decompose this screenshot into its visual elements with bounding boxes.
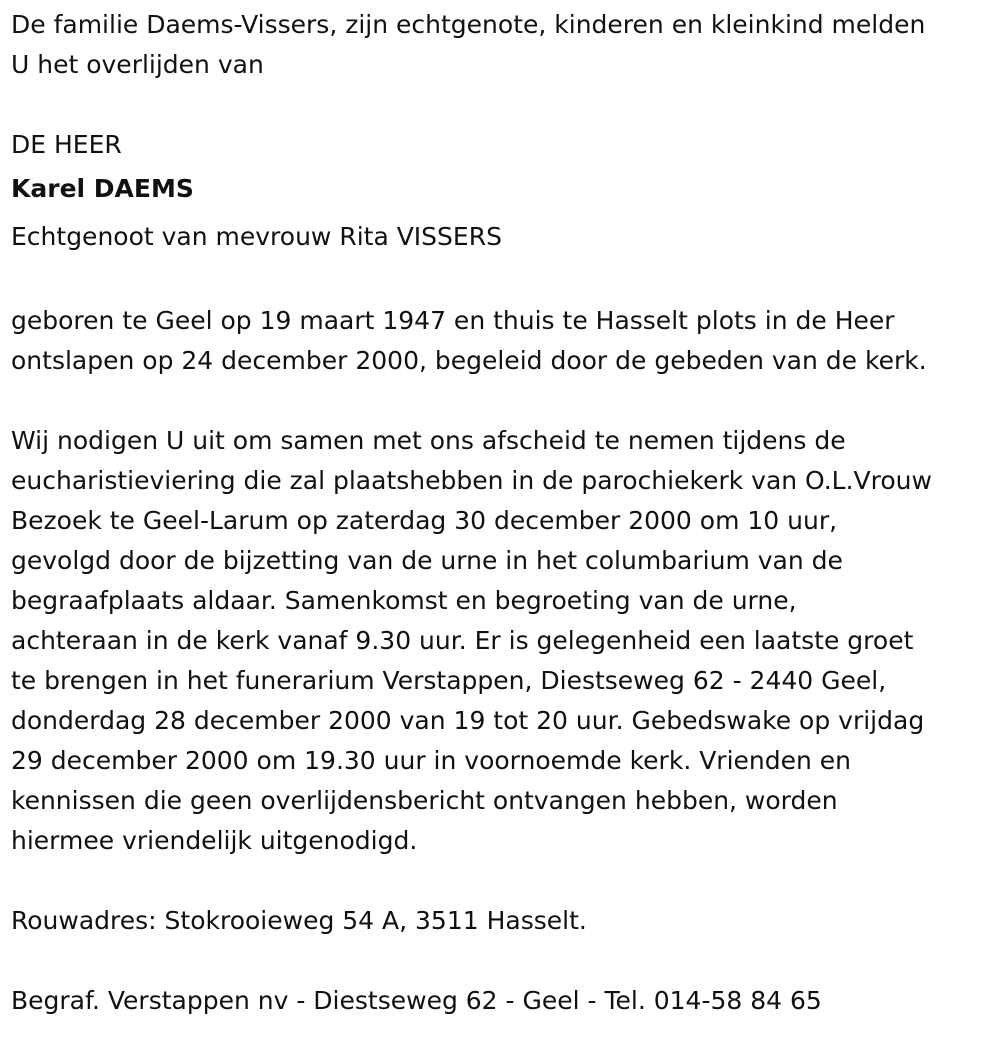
- obituary-notice: [11, 5, 996, 1021]
- invitation-line: te brengen in het funerarium Verstappen, Diestseweg 62 - 2440 Geel,: [11, 666, 887, 695]
- invitation-line: Wij nodigen U uit om samen met ons afscheid te nemen tijdens de: [11, 426, 846, 455]
- invitation-line: gevolgd door de bijzetting van de urne in het columbarium van de: [11, 546, 843, 575]
- deceased-name: Karel DAEMS: [11, 174, 194, 203]
- intro-line: U het overlijden van: [11, 50, 264, 79]
- salutation: DE HEER: [11, 130, 122, 159]
- invitation-line: eucharistieviering die zal plaatshebben in de parochiekerk van O.L.Vrouw: [11, 466, 932, 495]
- spacer: [11, 85, 996, 125]
- intro-paragraph: [11, 5, 996, 85]
- invitation-line: kennissen die geen overlijdensbericht ontvangen hebben, worden: [11, 786, 838, 815]
- birth-death-line: geboren te Geel op 19 maart 1947 en thuis te Hasselt plots in de Heer: [11, 306, 895, 335]
- spacer: [11, 861, 996, 901]
- invitation-line: 29 december 2000 om 19.30 uur in voornoemde kerk. Vrienden en: [11, 746, 852, 775]
- birth-death-paragraph: [11, 301, 996, 381]
- invitation-line: hiermee vriendelijk uitgenodigd.: [11, 826, 418, 855]
- spouse-line: Echtgenoot van mevrouw Rita VISSERS: [11, 222, 502, 251]
- invitation-line: achteraan in de kerk vanaf 9.30 uur. Er is gelegenheid een laatste groet: [11, 626, 914, 655]
- spacer: [11, 381, 996, 421]
- mourning-address: Rouwadres: Stokrooieweg 54 A, 3511 Hasselt.: [11, 906, 587, 935]
- birth-death-line: ontslapen op 24 december 2000, begeleid door de gebeden van de kerk.: [11, 346, 927, 375]
- spacer: [11, 941, 996, 981]
- spacer: [11, 261, 996, 301]
- invitation-line: Bezoek te Geel-Larum op zaterdag 30 december 2000 om 10 uur,: [11, 506, 838, 535]
- invitation-line: begraafplaats aldaar. Samenkomst en begroeting van de urne,: [11, 586, 797, 615]
- funeral-home-line: Begraf. Verstappen nv - Diestseweg 62 - Geel - Tel. 014-58 84 65: [11, 986, 822, 1015]
- invitation-line: donderdag 28 december 2000 van 19 tot 20 uur. Gebedswake op vrijdag: [11, 706, 925, 735]
- intro-line: De familie Daems-Vissers, zijn echtgenote, kinderen en kleinkind melden: [11, 10, 926, 39]
- invitation-paragraph: [11, 421, 996, 861]
